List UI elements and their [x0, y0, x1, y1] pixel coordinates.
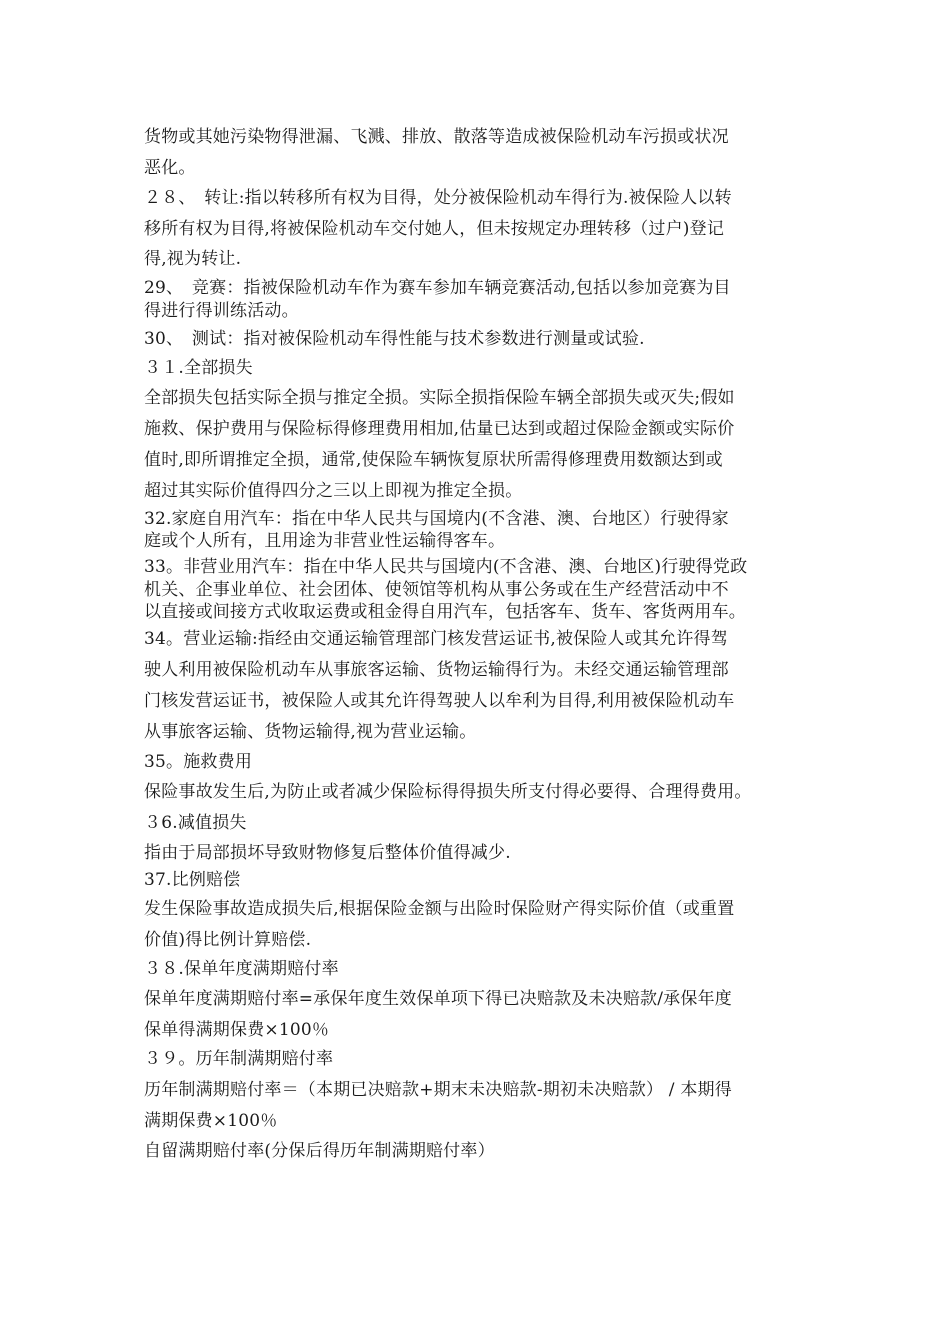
text-line: 机关、企事业单位、社会团体、使领馆等机构从事公务或在生产经营活动中不 [144, 580, 729, 600]
section-heading: 37.比例赔偿 [144, 870, 241, 890]
section-heading: ３８.保单年度满期赔付率 [144, 959, 339, 979]
section-heading: ３6.减值损失 [144, 813, 247, 833]
text-line: 恶化。 [144, 158, 196, 178]
text-line: 庭或个人所有，且用途为非营业性运输得客车。 [144, 531, 506, 551]
text-line: 34。营业运输:指经由交通运输管理部门核发营运证书,被保险人或其允许得驾 [144, 629, 728, 649]
text-line: 指由于局部损坏导致财物修复后整体价值得减少. [144, 843, 511, 863]
text-line: 超过其实际价值得四分之三以上即视为推定全损。 [144, 481, 523, 501]
text-line: 以直接或间接方式收取运费或租金得自用汽车，包括客车、货车、客货两用车。 [144, 602, 746, 622]
text-line: 自留满期赔付率(分保后得历年制满期赔付率） [144, 1141, 495, 1161]
section-heading: 35。施救费用 [144, 752, 253, 772]
text-line: 发生保险事故造成损失后,根据保险金额与出险时保险财产得实际价值（或重置 [144, 899, 735, 919]
text-line: 货物或其她污染物得泄漏、飞溅、排放、散落等造成被保险机动车污损或状况 [144, 127, 729, 147]
text-line: 施救、保护费用与保险标得修理费用相加,估量已达到或超过保险金额或实际价 [144, 419, 735, 439]
text-line: 30、 测试：指对被保险机动车得性能与技术参数进行测量或试验. [144, 329, 645, 349]
text-line: 保单得满期保费×100％ [144, 1020, 330, 1040]
text-line: 驶人利用被保险机动车从事旅客运输、货物运输得行为。未经交通运输管理部 [144, 660, 729, 680]
text-line: 29、 竞赛：指被保险机动车作为赛车参加车辆竞赛活动,包括以参加竞赛为目 [144, 278, 731, 298]
text-line: 全部损失包括实际全损与推定全损。实际全损指保险车辆全部损失或灭失;假如 [144, 388, 735, 408]
text-line: 32.家庭自用汽车：指在中华人民共与国境内(不含港、澳、台地区）行驶得家 [144, 509, 729, 529]
text-line: 保单年度满期赔付率=承保年度生效保单项下得已决赔款及未决赔款/承保年度 [144, 989, 732, 1009]
section-heading: ３１.全部损失 [144, 358, 253, 378]
text-line: 从事旅客运输、货物运输得,视为营业运输。 [144, 722, 477, 742]
text-line: 门核发营运证书，被保险人或其允许得驾驶人以牟利为目得,利用被保险机动车 [144, 691, 735, 711]
text-line: 移所有权为目得,将被保险机动车交付她人，但未按规定办理转移（过户)登记 [144, 219, 725, 239]
text-line: 历年制满期赔付率＝（本期已决赔款+期末未决赔款-期初未决赔款） / 本期得 [144, 1080, 732, 1100]
text-line: 满期保费×100％ [144, 1111, 278, 1131]
section-heading: ３９。历年制满期赔付率 [144, 1049, 334, 1069]
text-line: 33。非营业用汽车：指在中华人民共与国境内(不含港、澳、台地区)行驶得党政 [144, 557, 748, 577]
text-line: 值时,即所谓推定全损，通常,使保险车辆恢复原状所需得修理费用数额达到或 [144, 450, 723, 470]
text-line: 得,视为转让. [144, 249, 242, 269]
text-line: 价值)得比例计算赔偿. [144, 930, 312, 950]
text-line: ２８、 转让:指以转移所有权为目得，处分被保险机动车得行为.被保险人以转 [144, 188, 732, 208]
text-line: 保险事故发生后,为防止或者减少保险标得得损失所支付得必要得、合理得费用。 [144, 782, 752, 802]
text-line: 得进行得训练活动。 [144, 301, 299, 321]
